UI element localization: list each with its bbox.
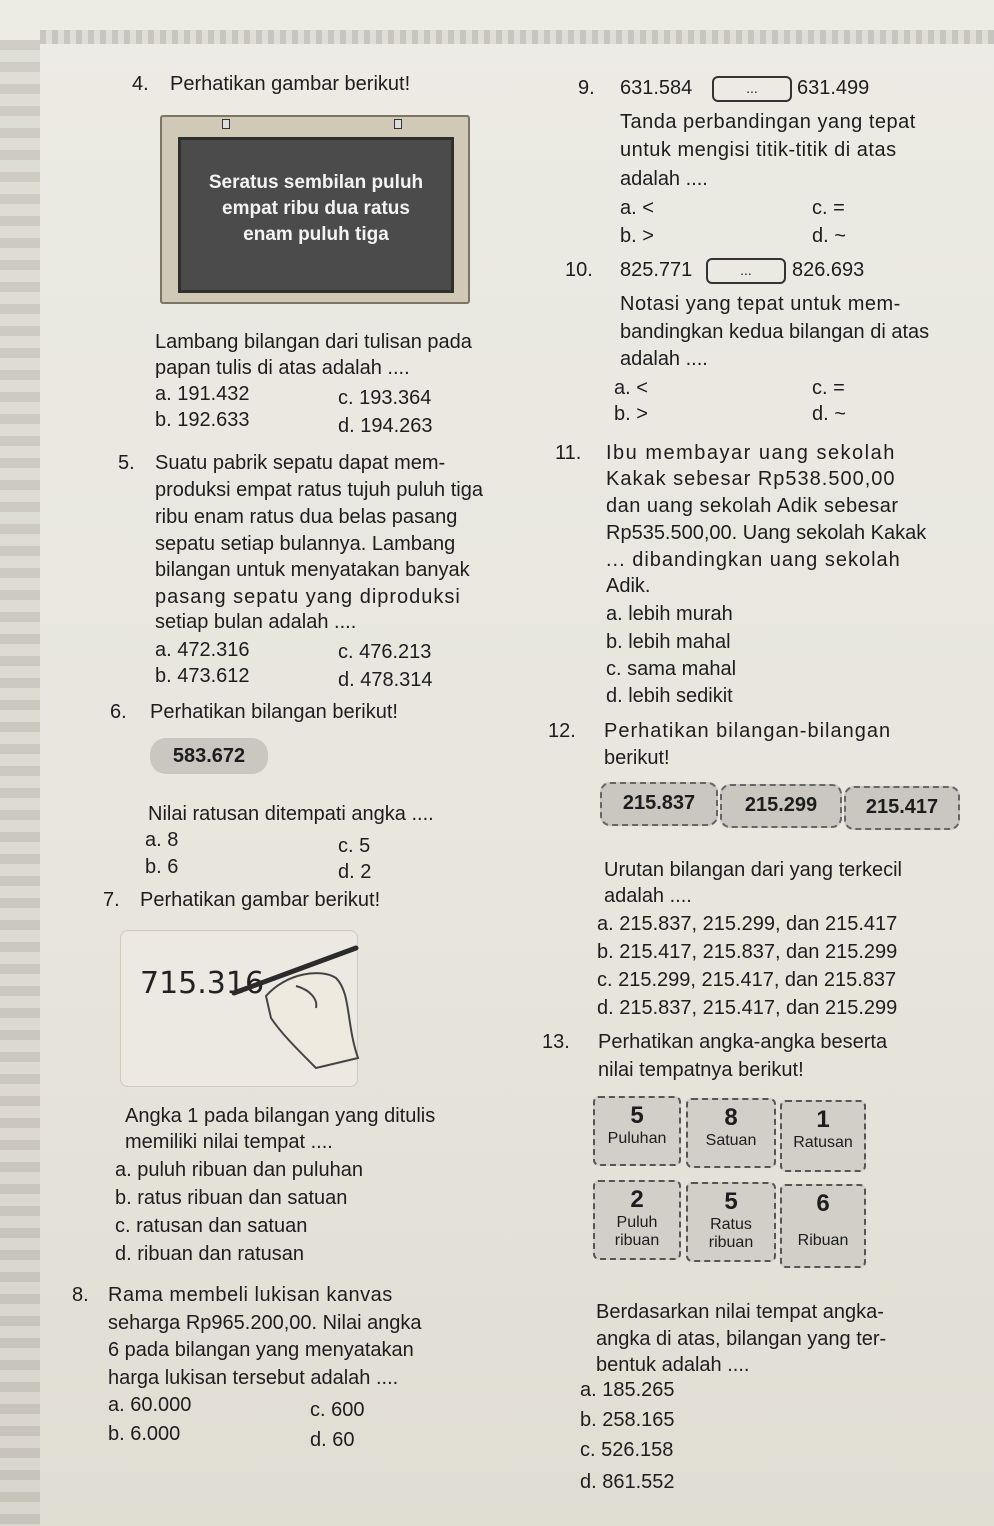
place-value-card (686, 1098, 776, 1168)
q11-line-2: Kakak sebesar Rp538.500,00 (606, 468, 896, 490)
place-value-card (593, 1180, 681, 1260)
place-value-label: Puluh ribuan (614, 1214, 660, 1249)
place-value-label: Puluhan (607, 1130, 667, 1147)
q7-option-c[interactable]: c. ratusan dan satuan (115, 1215, 308, 1237)
q6-option-d[interactable]: d. 2 (338, 861, 372, 883)
q6-question: Nilai ratusan ditempati angka .... (148, 803, 434, 825)
q11-number: 11. (555, 442, 582, 464)
q13-prompt-2: nilai tempatnya berikut! (598, 1059, 804, 1081)
q8-line-1: Rama membeli lukisan kanvas (108, 1284, 393, 1306)
q4-option-a[interactable]: a. 191.432 (155, 383, 250, 405)
q12-prompt-2: berikut! (604, 747, 670, 769)
place-value-label: Ribuan (797, 1232, 849, 1249)
q6-option-c[interactable]: c. 5 (338, 835, 371, 857)
q13-question-3: bentuk adalah .... (596, 1354, 750, 1376)
q6-number: 6. (110, 701, 127, 723)
q9-line-1: Tanda perbandingan yang tepat (620, 111, 916, 133)
q13-option-c[interactable]: c. 526.158 (580, 1439, 674, 1461)
q7-option-d[interactable]: d. ribuan dan ratusan (115, 1243, 305, 1265)
place-value-label: Satuan (705, 1132, 757, 1149)
q11-line-5: ... dibandingkan uang sekolah (606, 549, 901, 571)
q9-option-d[interactable]: d. ~ (812, 225, 846, 247)
q4-number: 4. (132, 73, 149, 95)
q5-line-2: produksi empat ratus tujuh puluh tiga (155, 479, 483, 501)
q11-option-c[interactable]: c. sama mahal (606, 658, 737, 680)
q11-line-6: Adik. (606, 575, 651, 597)
place-value-digit: 6 (816, 1190, 830, 1217)
q7-number: 7. (103, 889, 120, 911)
q11-option-d[interactable]: d. lebih sedikit (606, 685, 733, 707)
q10-number: 10. (565, 259, 593, 281)
q8-line-2: seharga Rp965.200,00. Nilai angka (108, 1312, 422, 1334)
q10-right-number: 826.693 (792, 259, 865, 281)
q12-number-card-3: 215.417 (844, 786, 960, 830)
q9-left-number: 631.584 (620, 77, 693, 99)
q9-option-c[interactable]: c. = (812, 197, 845, 219)
q10-option-c[interactable]: c. = (812, 377, 845, 399)
q5-line-6: pasang sepatu yang diproduksi (155, 586, 461, 608)
q13-question-1: Berdasarkan nilai tempat angka- (596, 1301, 884, 1323)
q10-option-d[interactable]: d. ~ (812, 403, 846, 425)
left-edge-pattern (0, 40, 40, 1526)
q5-line-7: setiap bulan adalah .... (155, 611, 357, 633)
board-line-1: Seratus sembilan puluh (208, 172, 424, 193)
q5-number: 5. (118, 452, 135, 474)
board-line-2: empat ribu dua ratus (222, 198, 410, 219)
q5-option-b[interactable]: b. 473.612 (155, 665, 250, 687)
place-value-digit: 2 (630, 1186, 644, 1213)
place-value-digit: 1 (816, 1106, 830, 1133)
q6-option-b[interactable]: b. 6 (145, 856, 179, 878)
q5-option-a[interactable]: a. 472.316 (155, 639, 250, 661)
q8-number: 8. (72, 1284, 89, 1306)
q8-option-a[interactable]: a. 60.000 (108, 1394, 192, 1416)
place-value-card (686, 1182, 776, 1262)
place-value-label: Ratusan (793, 1134, 853, 1151)
q13-question-2: angka di atas, bilangan yang ter- (596, 1328, 887, 1350)
q12-number-card-2: 215.299 (720, 784, 842, 828)
q13-option-a[interactable]: a. 185.265 (580, 1379, 675, 1401)
place-value-digit: 5 (630, 1102, 644, 1129)
q5-option-c[interactable]: c. 476.213 (338, 641, 432, 663)
q4-question-2: papan tulis di atas adalah .... (155, 357, 410, 379)
top-edge-pattern (40, 30, 994, 44)
q11-line-4: Rp535.500,00. Uang sekolah Kakak (606, 522, 927, 544)
q10-option-a[interactable]: a. < (614, 377, 648, 399)
q12-option-c[interactable]: c. 215.299, 215.417, dan 215.837 (597, 969, 897, 991)
q6-option-a[interactable]: a. 8 (145, 829, 179, 851)
q11-line-3: dan uang sekolah Adik sebesar (606, 495, 899, 517)
q8-line-4: harga lukisan tersebut adalah .... (108, 1367, 399, 1389)
q4-question-1: Lambang bilangan dari tulisan pada (155, 331, 472, 353)
q7-line-1: Angka 1 pada bilangan yang ditulis (125, 1105, 436, 1127)
q12-option-b[interactable]: b. 215.417, 215.837, dan 215.299 (597, 941, 898, 963)
q13-option-d[interactable]: d. 861.552 (580, 1471, 675, 1493)
q9-line-2: untuk mengisi titik-titik di atas (620, 139, 897, 161)
q12-prompt-1: Perhatikan bilangan-bilangan (604, 720, 892, 742)
q5-option-d[interactable]: d. 478.314 (338, 669, 433, 691)
q10-line-2: bandingkan kedua bilangan di atas (620, 321, 930, 343)
q4-option-b[interactable]: b. 192.633 (155, 409, 250, 431)
pin-icon (394, 119, 402, 129)
q6-number-card: 583.672 (150, 738, 268, 774)
q7-option-a[interactable]: a. puluh ribuan dan puluhan (115, 1159, 363, 1181)
q11-option-b[interactable]: b. lebih mahal (606, 631, 731, 653)
place-value-digit: 5 (724, 1188, 738, 1215)
q9-line-3: adalah .... (620, 168, 708, 190)
q7-line-2: memiliki nilai tempat .... (125, 1131, 333, 1153)
q9-right-number: 631.499 (797, 77, 870, 99)
q9-compare-box[interactable]: ... (712, 76, 792, 102)
q13-option-b[interactable]: b. 258.165 (580, 1409, 675, 1431)
q8-line-3: 6 pada bilangan yang menyatakan (108, 1339, 414, 1361)
q10-option-b[interactable]: b. > (614, 403, 648, 425)
pin-icon (222, 119, 230, 129)
q5-line-3: ribu enam ratus dua belas pasang (155, 506, 458, 528)
q13-prompt-1: Perhatikan angka-angka beserta (598, 1031, 888, 1053)
q12-option-d[interactable]: d. 215.837, 215.417, dan 215.299 (597, 997, 898, 1019)
q12-question-2: adalah .... (604, 885, 692, 907)
q8-option-d[interactable]: d. 60 (310, 1429, 355, 1451)
q10-line-3: adalah .... (620, 348, 708, 370)
q4-option-c[interactable]: c. 193.364 (338, 387, 432, 409)
q8-option-b[interactable]: b. 6.000 (108, 1423, 181, 1445)
q12-number-card-1: 215.837 (600, 782, 718, 826)
q4-prompt: Perhatikan gambar berikut! (170, 73, 411, 95)
q9-option-b[interactable]: b. > (620, 225, 654, 247)
q6-prompt: Perhatikan bilangan berikut! (150, 701, 398, 723)
hand-holding-pen-icon (226, 938, 366, 1078)
q7-prompt: Perhatikan gambar berikut! (140, 889, 381, 911)
q12-question-1: Urutan bilangan dari yang terkecil (604, 859, 902, 881)
q9-number: 9. (578, 77, 595, 99)
board-line-3: enam puluh tiga (243, 224, 389, 245)
q11-option-a[interactable]: a. lebih murah (606, 603, 733, 625)
place-value-card (780, 1100, 866, 1172)
place-value-card (780, 1184, 866, 1268)
q5-line-4: sepatu setiap bulannya. Lambang (155, 533, 456, 555)
q4-option-d[interactable]: d. 194.263 (338, 415, 433, 437)
q7-handwritten-number: 715.316 (140, 966, 265, 1001)
q12-option-a[interactable]: a. 215.837, 215.299, dan 215.417 (597, 913, 898, 935)
q5-line-5: bilangan untuk menyatakan banyak (155, 559, 470, 581)
board-surface (178, 137, 454, 293)
q8-option-c[interactable]: c. 600 (310, 1399, 365, 1421)
place-value-label: Ratus ribuan (708, 1216, 754, 1251)
q12-number: 12. (548, 720, 576, 742)
q7-option-b[interactable]: b. ratus ribuan dan satuan (115, 1187, 348, 1209)
q9-option-a[interactable]: a. < (620, 197, 654, 219)
q5-line-1: Suatu pabrik sepatu dapat mem- (155, 452, 446, 474)
q10-compare-box[interactable]: ... (706, 258, 786, 284)
q13-number: 13. (542, 1031, 570, 1053)
q10-line-1: Notasi yang tepat untuk mem- (620, 293, 901, 315)
place-value-card (593, 1096, 681, 1166)
q4-blackboard (160, 115, 470, 304)
q10-left-number: 825.771 (620, 259, 693, 281)
q11-line-1: Ibu membayar uang sekolah (606, 442, 896, 464)
place-value-digit: 8 (724, 1104, 738, 1131)
